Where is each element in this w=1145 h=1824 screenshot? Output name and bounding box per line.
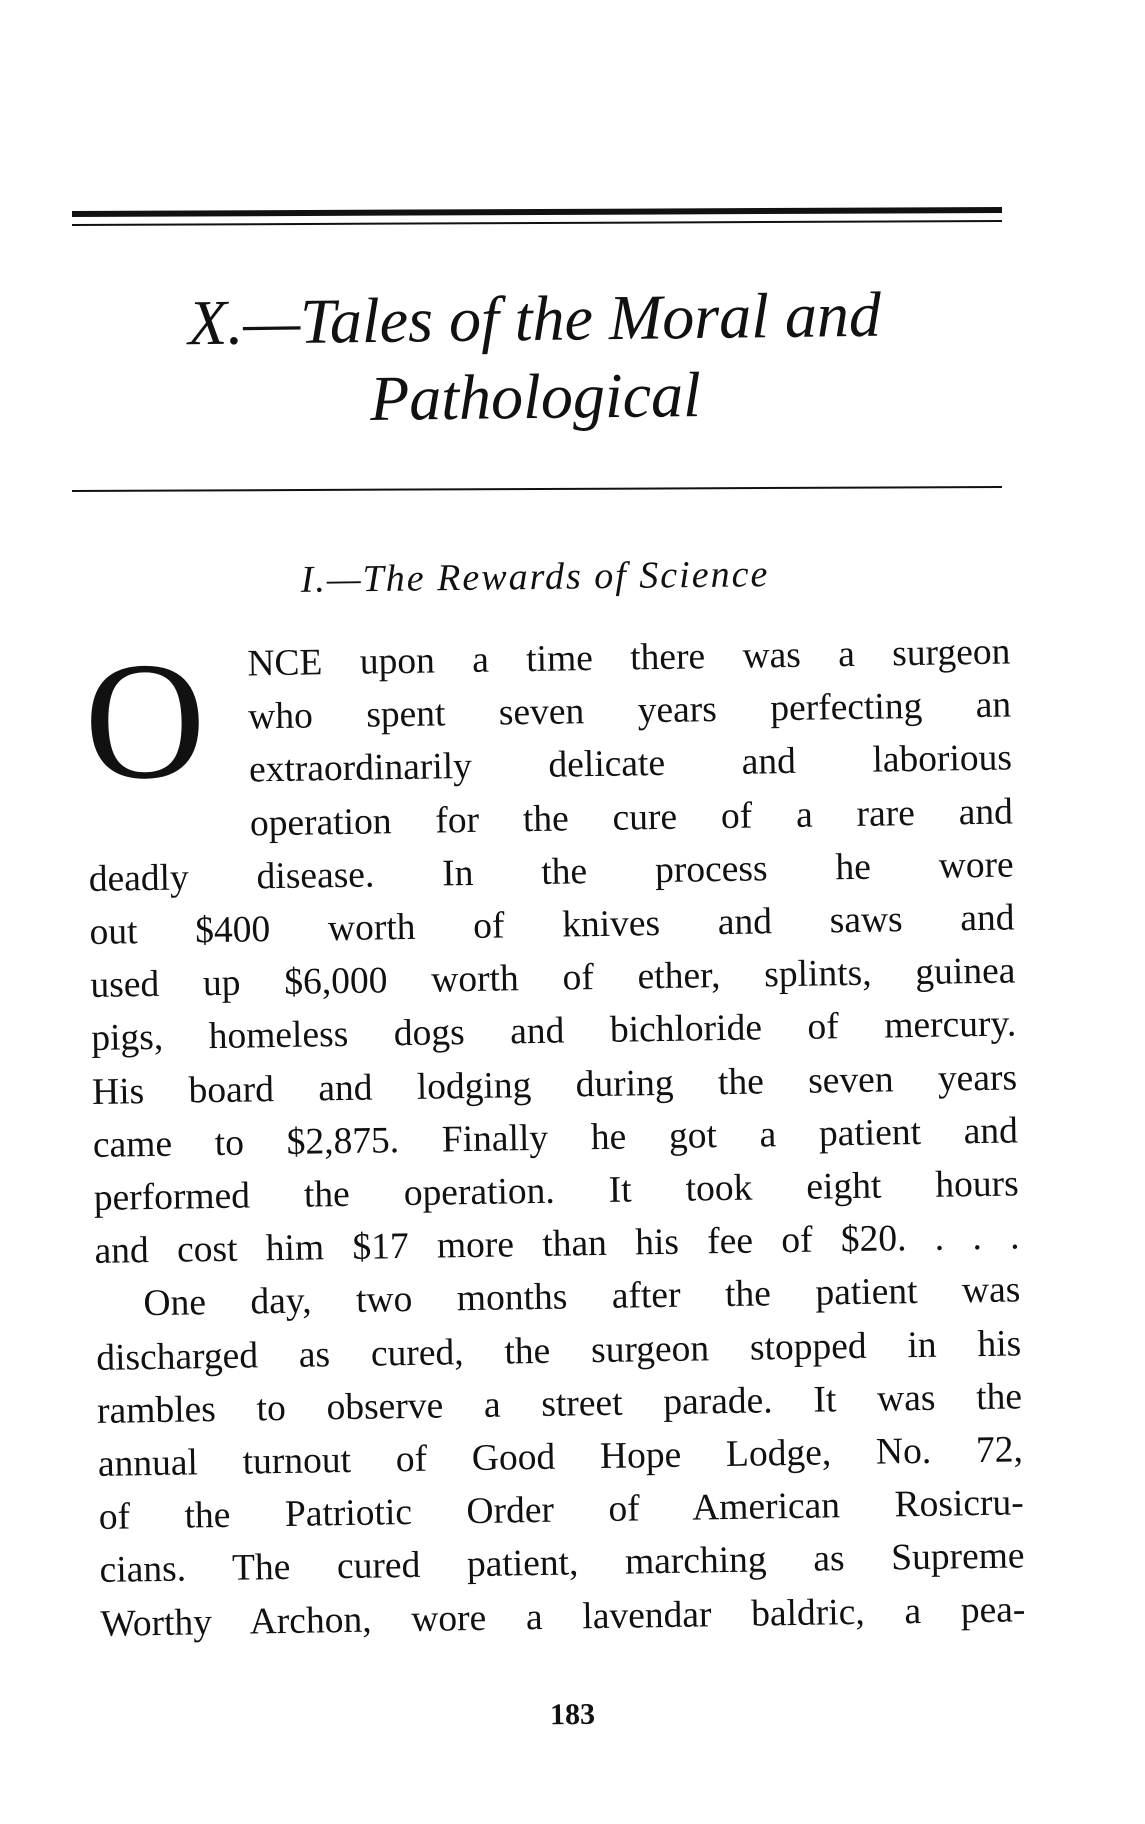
text-line: extraordinarily delicate and laborious	[248, 737, 1013, 791]
paragraph-2	[95, 1264, 1026, 1651]
text-line: NCE upon a time there was a surgeon	[247, 631, 1011, 685]
text-line: Worthy Archon, wore a lavendar baldric, a pea-	[100, 1589, 1026, 1645]
text-line: of the Patriotic Order of American Rosicru-	[98, 1482, 1024, 1539]
title-underline-rule	[72, 486, 1002, 492]
text-line: One day, two months after the patient was	[143, 1269, 1021, 1325]
text-line: came to $2,875. Finally he got a patient and	[92, 1110, 1019, 1166]
text-line: discharged as cured, the surgeon stopped in his	[95, 1323, 1022, 1379]
chapter-title-line-2: Pathological	[369, 358, 702, 435]
text-line: His board and lodging during the seven years	[91, 1057, 1018, 1113]
text-line: operation for the cure of a rare and	[249, 791, 1014, 845]
top-double-rule-thick	[72, 207, 1002, 217]
text-line: rambles to observe a street parade. It was the	[96, 1376, 1023, 1432]
text-line: out $400 worth of knives and saws and	[89, 897, 1015, 953]
text-line: used up $6,000 worth of ether, splints, guinea	[90, 950, 1016, 1007]
drop-cap: O	[82, 627, 208, 816]
section-title: I.—The Rewards of Science	[300, 553, 770, 601]
text-line: and cost him $17 more than his fee of $20. . . .	[94, 1216, 1020, 1273]
page-number: 183	[549, 1697, 596, 1732]
chapter-title-line-1: X.—Tales of the Moral and	[187, 278, 882, 359]
text-line: performed the operation. It took eight hours	[93, 1163, 1019, 1219]
text-line: annual turnout of Good Hope Lodge, No. 72,	[97, 1429, 1024, 1485]
top-double-rule-thin	[72, 220, 1002, 226]
chapter-title	[99, 275, 971, 442]
text-line: deadly disease. In the process he wore	[88, 844, 1014, 900]
body-text	[82, 625, 1026, 1650]
text-line: who spent seven years perfecting an	[247, 684, 1012, 738]
text-line: pigs, homeless dogs and bichloride of mercury.	[90, 1003, 1017, 1060]
text-line: cians. The cured patient, marching as Supreme	[99, 1535, 1025, 1592]
paragraph-1	[82, 625, 1020, 1278]
